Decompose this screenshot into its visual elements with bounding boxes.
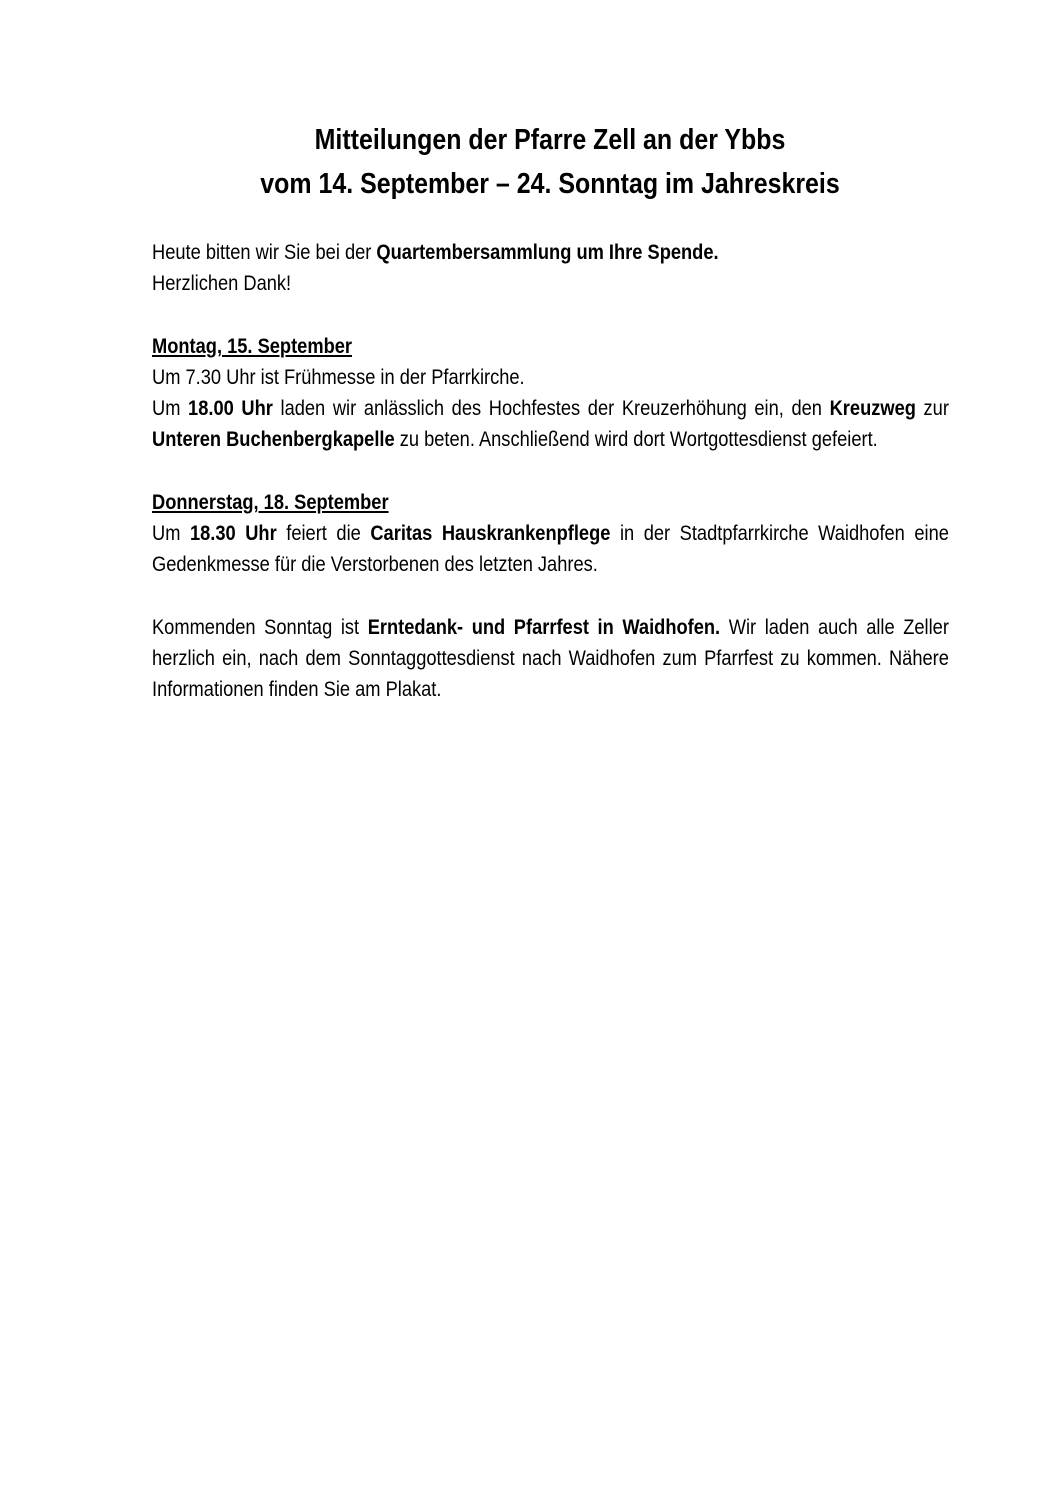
bold-caritas: Caritas Hauskrankenpflege	[370, 522, 611, 545]
section-heading-monday: Montag, 15. September	[152, 335, 353, 358]
text-run: zu beten. Anschließend wird dort Wortgottesdienst gefeiert.	[394, 428, 878, 451]
page-title	[206, 118, 894, 206]
bold-time: 18.00 Uhr	[188, 397, 273, 420]
sunday-paragraph	[152, 612, 949, 705]
document-body	[152, 237, 949, 705]
text-run: zur	[915, 397, 949, 420]
intro-bold-collection: Quartembersammlung um Ihre Spende.	[376, 241, 719, 264]
intro-text: Heute bitten wir Sie bei der	[152, 241, 377, 264]
title-line-2: vom 14. September – 24. Sonntag im Jahreskreis	[260, 168, 840, 200]
intro-line-1	[152, 237, 949, 268]
text-run: feiert die	[276, 522, 371, 545]
monday-paragraph-2	[152, 393, 949, 455]
text-run: Kommenden Sonntag ist	[152, 616, 368, 639]
text-run: Um	[152, 522, 190, 545]
text-run: laden wir anlässlich des Hochfestes der Kreuzerhöhung ein, den	[272, 397, 830, 420]
spacer	[152, 455, 949, 487]
intro-line-2: Herzlichen Dank!	[152, 272, 292, 295]
spacer	[152, 580, 949, 612]
bold-erntedank: Erntedank- und Pfarrfest in Waidhofen.	[367, 616, 721, 639]
section-heading-thursday: Donnerstag, 18. September	[152, 491, 389, 514]
text-run: Wir laden auch alle Zeller herzlich ein, nach dem Sonntaggottesdienst nach Waidhofen zum Pfarrfest zu kommen. Nähere Informationen finden Sie am Plakat.	[152, 616, 949, 701]
text-block	[152, 237, 949, 705]
bold-kapelle: Unteren Buchenbergkapelle	[152, 428, 395, 451]
bold-kreuzweg: Kreuzweg	[829, 397, 916, 420]
monday-paragraph-1: Um 7.30 Uhr ist Frühmesse in der Pfarrkirche.	[152, 366, 525, 389]
thursday-paragraph	[152, 518, 949, 580]
title-line-1: Mitteilungen der Pfarre Zell an der Ybbs	[314, 124, 786, 156]
text-run: Um	[152, 397, 189, 420]
bold-time: 18.30 Uhr	[189, 522, 277, 545]
spacer	[152, 299, 949, 331]
text-run: in der Stadtpfarrkirche Waidhofen eine Gedenkmesse für die Verstorbenen des letzten Jahres.	[152, 522, 949, 576]
